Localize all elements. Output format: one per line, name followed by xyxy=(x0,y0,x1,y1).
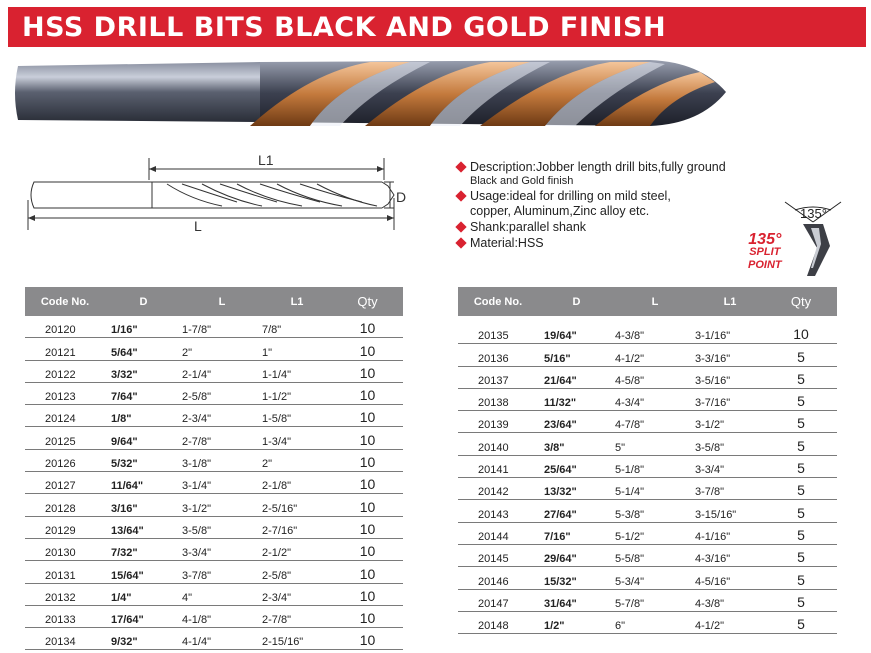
l1-cell: 7/8" xyxy=(262,316,332,338)
diamond-bullet-icon xyxy=(455,221,466,232)
d-cell: 23/64" xyxy=(538,411,615,433)
l-cell: 5" xyxy=(615,433,695,455)
l-cell: 3-1/2" xyxy=(182,494,262,516)
l-cell: 5-3/8" xyxy=(615,500,695,522)
table-row xyxy=(25,516,403,538)
l1-cell: 2-5/16" xyxy=(262,494,332,516)
code-cell: 20122 xyxy=(25,360,105,382)
d-cell: 5/64" xyxy=(105,338,182,360)
code-cell: 20124 xyxy=(25,405,105,427)
d-cell: 7/64" xyxy=(105,382,182,404)
d-cell: 21/64" xyxy=(538,366,615,388)
d-cell: 1/8" xyxy=(105,405,182,427)
code-cell: 20125 xyxy=(25,427,105,449)
l-header: L xyxy=(182,287,262,316)
shank-item: Shank:parallel shank xyxy=(456,220,776,235)
l1-cell: 1-1/2" xyxy=(262,382,332,404)
l-cell: 2-5/8" xyxy=(182,382,262,404)
l-cell: 2-1/4" xyxy=(182,360,262,382)
qty-cell: 5 xyxy=(765,611,837,633)
l-cell: 2" xyxy=(182,338,262,360)
l-cell: 3-5/8" xyxy=(182,516,262,538)
l-cell: 4-1/4" xyxy=(182,628,262,650)
qty-cell: 5 xyxy=(765,567,837,589)
material-item: Material:HSS xyxy=(456,236,776,251)
d-cell: 19/64" xyxy=(538,316,615,344)
l-cell: 3-7/8" xyxy=(182,561,262,583)
qty-header: Qty xyxy=(765,287,837,316)
code-cell: 20131 xyxy=(25,561,105,583)
d-cell: 9/64" xyxy=(105,427,182,449)
qty-cell: 5 xyxy=(765,455,837,477)
code-header: Code No. xyxy=(458,287,538,316)
code-cell: 20129 xyxy=(25,516,105,538)
code-cell: 20137 xyxy=(458,366,538,388)
l-cell: 4-5/8" xyxy=(615,366,695,388)
code-cell: 20120 xyxy=(25,316,105,338)
l1-cell: 2-5/8" xyxy=(262,561,332,583)
code-cell: 20146 xyxy=(458,567,538,589)
l-cell: 4-7/8" xyxy=(615,411,695,433)
table-row xyxy=(458,455,837,477)
l1-cell: 1-1/4" xyxy=(262,360,332,382)
spec-table-left xyxy=(25,287,403,650)
table-row xyxy=(25,628,403,650)
l-cell: 4-3/8" xyxy=(615,316,695,344)
d-cell: 17/64" xyxy=(105,605,182,627)
code-cell: 20136 xyxy=(458,344,538,366)
code-cell: 20134 xyxy=(25,628,105,650)
table-row xyxy=(458,433,837,455)
code-cell: 20141 xyxy=(458,455,538,477)
code-cell: 20133 xyxy=(25,605,105,627)
diamond-bullet-icon xyxy=(455,190,466,201)
dimension-diagram xyxy=(22,150,417,238)
code-cell: 20123 xyxy=(25,382,105,404)
l1-cell: 1-5/8" xyxy=(262,405,332,427)
code-cell: 20121 xyxy=(25,338,105,360)
spec-table-right xyxy=(458,287,837,634)
l-cell: 5-3/4" xyxy=(615,567,695,589)
l-cell: 4-1/2" xyxy=(615,344,695,366)
code-cell: 20144 xyxy=(458,522,538,544)
table-header xyxy=(25,287,403,316)
qty-cell: 10 xyxy=(332,605,403,627)
product-description xyxy=(456,160,776,252)
diamond-bullet-icon xyxy=(455,161,466,172)
l1-cell: 1-3/4" xyxy=(262,427,332,449)
table-row xyxy=(458,388,837,410)
code-cell: 20145 xyxy=(458,544,538,566)
qty-cell: 10 xyxy=(332,360,403,382)
l1-cell: 2-15/16" xyxy=(262,628,332,650)
table-row xyxy=(25,405,403,427)
code-cell: 20140 xyxy=(458,433,538,455)
title-banner xyxy=(8,7,866,47)
l1-cell: 2" xyxy=(262,449,332,471)
split-point-label: 135° SPLIT POINT xyxy=(748,231,782,271)
table-row xyxy=(458,589,837,611)
l1-cell: 3-15/16" xyxy=(695,500,765,522)
table-row xyxy=(25,583,403,605)
qty-cell: 5 xyxy=(765,500,837,522)
table-row xyxy=(25,427,403,449)
l-cell: 4" xyxy=(182,583,262,605)
d-cell: 11/64" xyxy=(105,472,182,494)
table-row xyxy=(25,494,403,516)
page-title: HSS DRILL BITS BLACK AND GOLD FINISH xyxy=(22,12,667,43)
table-row xyxy=(25,360,403,382)
drill-bit-photo xyxy=(10,52,732,140)
code-cell: 20143 xyxy=(458,500,538,522)
qty-header: Qty xyxy=(332,287,403,316)
l1-header: L1 xyxy=(695,287,765,316)
d-cell: 1/16" xyxy=(105,316,182,338)
d-cell: 13/64" xyxy=(105,516,182,538)
qty-cell: 5 xyxy=(765,589,837,611)
code-cell: 20138 xyxy=(458,388,538,410)
l1-cell: 3-5/8" xyxy=(695,433,765,455)
l1-cell: 4-3/8" xyxy=(695,589,765,611)
table-row xyxy=(458,366,837,388)
qty-cell: 10 xyxy=(332,583,403,605)
d-cell: 3/8" xyxy=(538,433,615,455)
code-cell: 20130 xyxy=(25,538,105,560)
l1-cell: 4-1/16" xyxy=(695,522,765,544)
d-cell: 1/2" xyxy=(538,611,615,633)
code-cell: 20128 xyxy=(25,494,105,516)
l-cell: 2-3/4" xyxy=(182,405,262,427)
table-row xyxy=(25,316,403,338)
d-cell: 5/16" xyxy=(538,344,615,366)
table-row xyxy=(25,472,403,494)
table-row xyxy=(458,344,837,366)
qty-cell: 10 xyxy=(332,628,403,650)
d-cell: 15/64" xyxy=(105,561,182,583)
d-label: D xyxy=(396,189,407,205)
code-cell: 20126 xyxy=(25,449,105,471)
usage-item: Usage:ideal for drilling on mild steel, copper, Aluminum,Zinc alloy etc. xyxy=(456,189,776,219)
l-label: L xyxy=(194,218,202,234)
d-header: D xyxy=(105,287,182,316)
d-cell: 3/32" xyxy=(105,360,182,382)
d-cell: 27/64" xyxy=(538,500,615,522)
table-row xyxy=(25,538,403,560)
l-cell: 4-1/8" xyxy=(182,605,262,627)
l-cell: 1-7/8" xyxy=(182,316,262,338)
d-cell: 7/16" xyxy=(538,522,615,544)
d-cell: 31/64" xyxy=(538,589,615,611)
table-row xyxy=(25,449,403,471)
d-cell: 15/32" xyxy=(538,567,615,589)
table-row xyxy=(25,605,403,627)
qty-cell: 10 xyxy=(332,472,403,494)
qty-cell: 10 xyxy=(332,405,403,427)
l-cell: 5-5/8" xyxy=(615,544,695,566)
code-cell: 20139 xyxy=(458,411,538,433)
qty-cell: 5 xyxy=(765,411,837,433)
qty-cell: 10 xyxy=(332,338,403,360)
l1-cell: 2-7/16" xyxy=(262,516,332,538)
desc-item: Description:Jobber length drill bits,fully ground Black and Gold finish xyxy=(456,160,776,188)
qty-cell: 5 xyxy=(765,544,837,566)
l1-cell: 3-1/16" xyxy=(695,316,765,344)
qty-cell: 10 xyxy=(332,538,403,560)
qty-cell: 10 xyxy=(332,427,403,449)
d-cell: 5/32" xyxy=(105,449,182,471)
l1-cell: 4-5/16" xyxy=(695,567,765,589)
table-row xyxy=(458,544,837,566)
l-cell: 5-7/8" xyxy=(615,589,695,611)
code-header: Code No. xyxy=(25,287,105,316)
qty-cell: 5 xyxy=(765,433,837,455)
qty-cell: 5 xyxy=(765,522,837,544)
l-cell: 5-1/4" xyxy=(615,478,695,500)
table-row xyxy=(25,338,403,360)
table-row xyxy=(25,561,403,583)
d-cell: 1/4" xyxy=(105,583,182,605)
l1-cell: 4-3/16" xyxy=(695,544,765,566)
table-row xyxy=(458,522,837,544)
d-cell: 13/32" xyxy=(538,478,615,500)
l-cell: 3-1/8" xyxy=(182,449,262,471)
table-row xyxy=(458,411,837,433)
d-cell: 25/64" xyxy=(538,455,615,477)
l-cell: 4-3/4" xyxy=(615,388,695,410)
qty-cell: 10 xyxy=(332,494,403,516)
qty-cell: 5 xyxy=(765,366,837,388)
table-row xyxy=(458,567,837,589)
l1-header: L1 xyxy=(262,287,332,316)
table-row xyxy=(458,316,837,344)
l1-cell: 3-5/16" xyxy=(695,366,765,388)
point-angle: 135° xyxy=(800,206,827,221)
d-cell: 3/16" xyxy=(105,494,182,516)
code-cell: 20147 xyxy=(458,589,538,611)
code-cell: 20132 xyxy=(25,583,105,605)
l1-cell: 3-1/2" xyxy=(695,411,765,433)
l1-cell: 2-7/8" xyxy=(262,605,332,627)
d-cell: 29/64" xyxy=(538,544,615,566)
code-cell: 20142 xyxy=(458,478,538,500)
table-row xyxy=(458,611,837,633)
l1-cell: 2-1/8" xyxy=(262,472,332,494)
table-row xyxy=(25,382,403,404)
l1-cell: 1" xyxy=(262,338,332,360)
qty-cell: 10 xyxy=(332,561,403,583)
d-cell: 11/32" xyxy=(538,388,615,410)
l1-label: L1 xyxy=(258,152,274,168)
table-header xyxy=(458,287,837,316)
l-cell: 3-3/4" xyxy=(182,538,262,560)
qty-cell: 10 xyxy=(332,316,403,338)
l1-cell: 2-1/2" xyxy=(262,538,332,560)
l-cell: 5-1/8" xyxy=(615,455,695,477)
qty-cell: 10 xyxy=(332,382,403,404)
l-header: L xyxy=(615,287,695,316)
l-cell: 2-7/8" xyxy=(182,427,262,449)
l1-cell: 3-7/16" xyxy=(695,388,765,410)
l-cell: 3-1/4" xyxy=(182,472,262,494)
d-header: D xyxy=(538,287,615,316)
l-cell: 5-1/2" xyxy=(615,522,695,544)
d-cell: 7/32" xyxy=(105,538,182,560)
code-cell: 20148 xyxy=(458,611,538,633)
l1-cell: 4-1/2" xyxy=(695,611,765,633)
d-cell: 9/32" xyxy=(105,628,182,650)
code-cell: 20135 xyxy=(458,316,538,344)
qty-cell: 5 xyxy=(765,344,837,366)
l-cell: 6" xyxy=(615,611,695,633)
l1-cell: 3-3/4" xyxy=(695,455,765,477)
l1-cell: 3-7/8" xyxy=(695,478,765,500)
diamond-bullet-icon xyxy=(455,237,466,248)
qty-cell: 5 xyxy=(765,388,837,410)
qty-cell: 10 xyxy=(332,516,403,538)
l1-cell: 2-3/4" xyxy=(262,583,332,605)
qty-cell: 10 xyxy=(332,449,403,471)
l1-cell: 3-3/16" xyxy=(695,344,765,366)
code-cell: 20127 xyxy=(25,472,105,494)
table-row xyxy=(458,478,837,500)
table-row xyxy=(458,500,837,522)
qty-cell: 10 xyxy=(765,316,837,344)
qty-cell: 5 xyxy=(765,478,837,500)
